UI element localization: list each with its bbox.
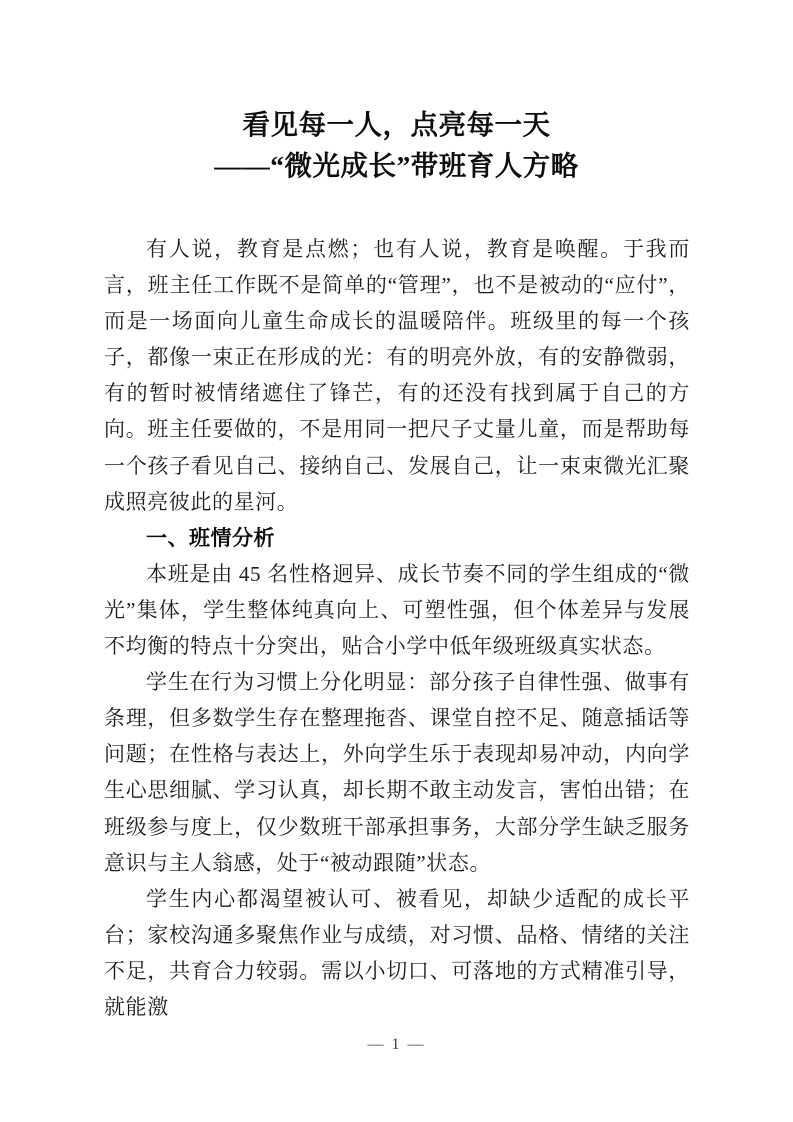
page-number-footer: — 1 — <box>367 1036 426 1053</box>
paragraph-recognition-need: 学生内心都渴望被认可、被看见，却缺少适配的成长平台；家校沟通多聚焦作业与成绩，对习惯、品格、情绪的关注不足，共育合力较弱。需以小切口、可落地的方式精准引导，就能激 <box>104 886 690 1019</box>
page-title <box>0 104 793 186</box>
section-heading-class-analysis: 一、班情分析 <box>146 525 275 550</box>
title-line-subtitle: ——“微光成长”带班育人方略 <box>214 150 579 181</box>
paragraph-intro: 有人说，教育是点燃；也有人说，教育是唤醒。于我而言，班主任工作既不是简单的“管理”，也不是被动的“应付”，而是一场面向儿童生命成长的温暖陪伴。班级里的每一个孩子，都像一束正在形成的光：有的明亮外放，有的安静微弱，有的暂时被情绪遮住了锋芒，有的还没有找到属于自己的方向。班主任要做的，不是用同一把尺子丈量儿童，而是帮助每一个孩子看见自己、接纳自己、发展自己，让一束束微光汇聚成照亮彼此的星河。 <box>104 237 690 514</box>
paragraph-class-overview: 本班是由 45 名性格迥异、成长节奏不同的学生组成的“微光”集体，学生整体纯真向上、可塑性强，但个体差异与发展不均衡的特点十分突出，贴合小学中低年级班级真实状态。 <box>104 561 690 659</box>
document-body <box>104 231 690 1025</box>
title-line-main: 看见每一人，点亮每一天 <box>242 109 551 140</box>
paragraph-behaviour-habits: 学生在行为习惯上分化明显：部分孩子自律性强、做事有条理，但多数学生存在整理拖沓、课堂自控不足、随意插话等问题；在性格与表达上，外向学生乐于表现却易冲动，内向学生心思细腻、学习认真，却长期不敢主动发言，害怕出错；在班级参与度上，仅少数班干部承担事务，大部分学生缺乏服务意识与主人翁感，处于“被动跟随”状态。 <box>104 670 690 875</box>
